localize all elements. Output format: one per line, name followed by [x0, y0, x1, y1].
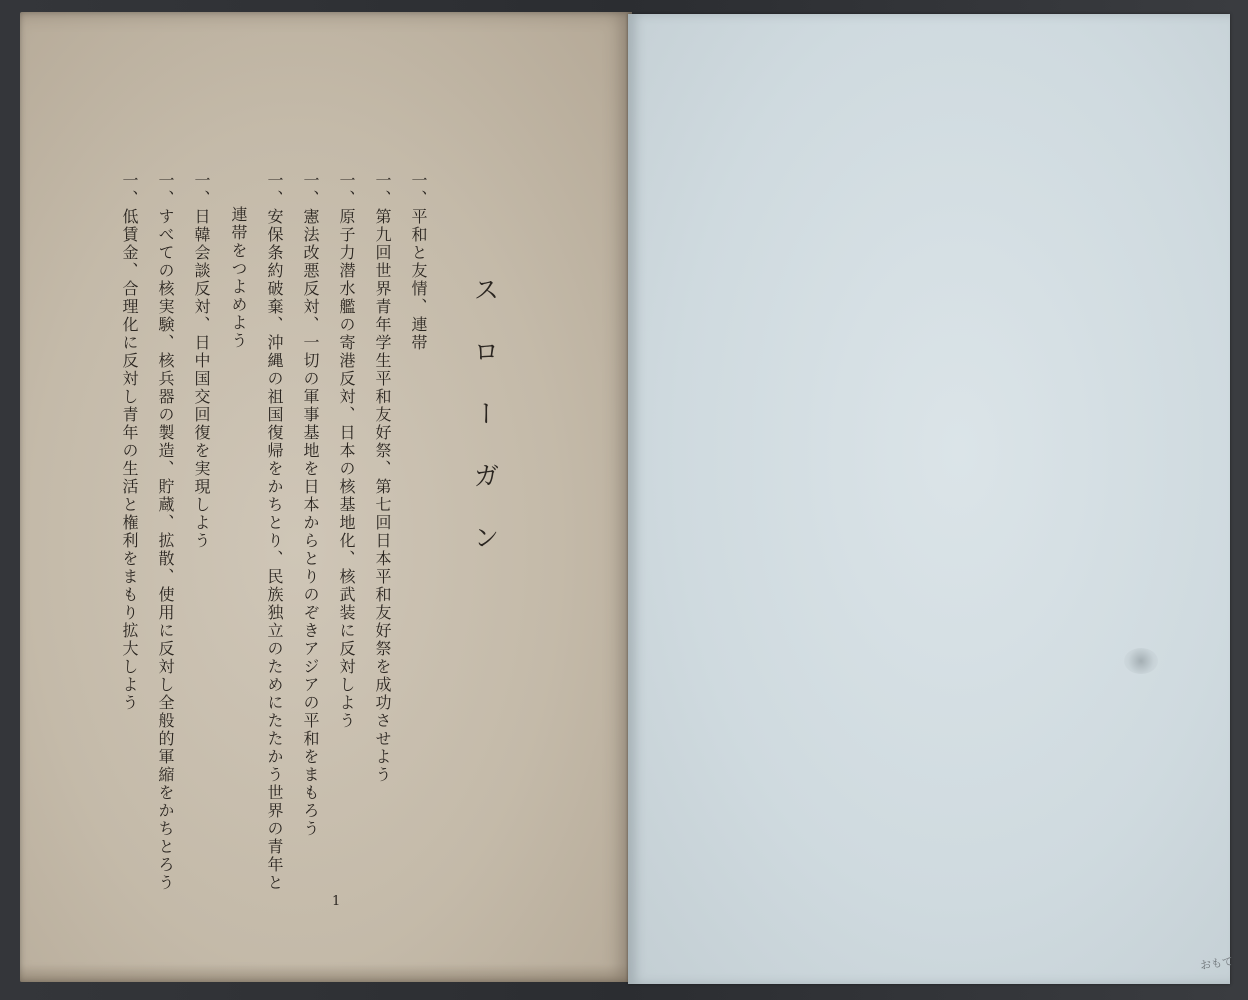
slogan-line-5: 一、安保条約破棄、沖縄の祖国復帰をかちとり、民族独立のためにたたかう世界の青年と	[265, 172, 284, 892]
handwritten-note: おもて	[1199, 954, 1234, 973]
slogan-line-1: 一、平和と友情、連帯	[409, 172, 428, 352]
slogan-title: スローガン	[469, 276, 499, 586]
page-edge-shadow	[20, 964, 632, 982]
left-page	[20, 12, 632, 982]
slogan-line-4: 一、憲法改悪反対、一切の軍事基地を日本からとりのぞきアジアの平和をまもろう	[301, 172, 320, 838]
paper-stain	[1124, 648, 1158, 674]
slogan-line-6: 一、日韓会談反対、日中国交回復を実現しよう	[192, 172, 211, 550]
slogan-line-5-continued: 連帯をつよめよう	[229, 206, 248, 350]
page-number: 1	[332, 894, 341, 909]
right-page	[628, 14, 1230, 984]
slogan-line-3: 一、原子力潜水艦の寄港反対、日本の核基地化、核武装に反対しよう	[337, 172, 356, 730]
slogan-line-2: 一、第九回世界青年学生平和友好祭、第七回日本平和友好祭を成功させよう	[373, 172, 392, 784]
slogan-line-8: 一、低賃金、合理化に反対し青年の生活と権利をまもり拡大しよう	[120, 172, 139, 712]
slogan-line-7: 一、すべての核実験、核兵器の製造、貯蔵、拡散、使用に反対し全般的軍縮をかちとろう	[156, 172, 175, 892]
